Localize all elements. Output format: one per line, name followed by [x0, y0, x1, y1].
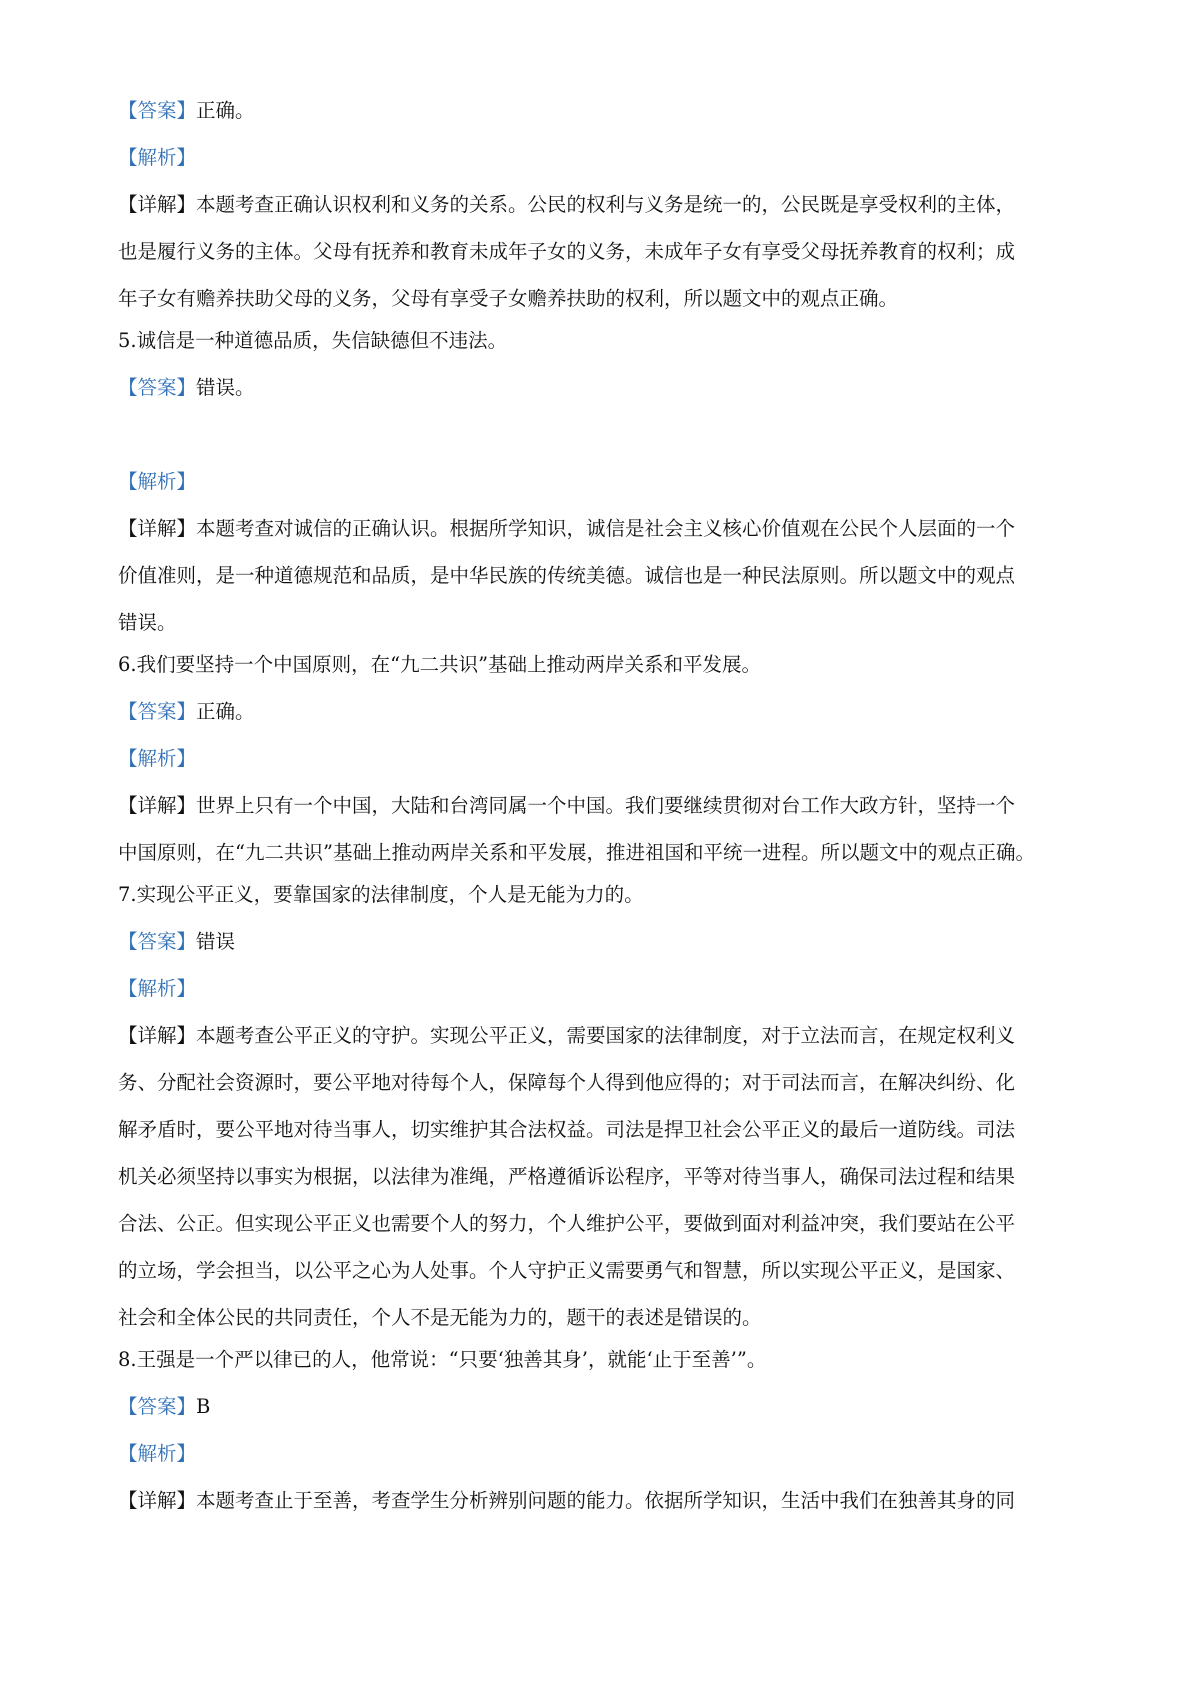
analysis-line — [118, 974, 1095, 1003]
analysis-line — [118, 744, 1095, 773]
detail-paragraph — [118, 505, 1095, 646]
detail-tag: 【详解】 — [118, 517, 197, 540]
detail-tag: 【详解】 — [118, 193, 197, 216]
detail-line: 中国原则，在“九二共识”基础上推动两岸关系和平发展，推进祖国和平统一进程。所以题文中的观点正确。 — [118, 841, 1035, 864]
question-8: 8.王强是一个严以律已的人，他常说：“只要‘独善其身’，就能‘止于至善’”。 — [118, 1348, 767, 1371]
question-7: 7.实现公平正义，要靠国家的法律制度，个人是无能为力的。 — [118, 883, 644, 906]
answer-line — [118, 96, 1095, 125]
detail-line: 解矛盾时，要公平地对待当事人，切实维护其合法权益。司法是捍卫社会公平正义的最后一道防线。司法 — [118, 1118, 1016, 1141]
analysis-tag: 【解析】 — [118, 1442, 197, 1465]
analysis-tag: 【解析】 — [118, 146, 197, 169]
answer-text: 错误。 — [196, 376, 255, 399]
detail-paragraph — [118, 181, 1095, 322]
detail-line: 机关必须坚持以事实为根据，以法律为准绳，严格遵循诉讼程序，平等对待当事人，确保司法过程和结果 — [118, 1165, 1016, 1188]
answer-text: B — [196, 1395, 211, 1418]
detail-line: 本题考查止于至善，考查学生分析辨别问题的能力。依据所学知识，生活中我们在独善其身的同 — [196, 1489, 1016, 1512]
question-6: 6.我们要坚持一个中国原则，在“九二共识”基础上推动两岸关系和平发展。 — [118, 653, 762, 676]
detail-paragraph — [118, 1012, 1095, 1341]
answer-text: 错误 — [196, 930, 236, 953]
answer-tag: 【答案】 — [118, 930, 197, 953]
answer-line — [118, 1392, 1095, 1421]
detail-line: 世界上只有一个中国，大陆和台湾同属一个中国。我们要继续贯彻对台工作大政方针，坚持一个 — [196, 794, 1016, 817]
answer-text: 正确。 — [196, 700, 255, 723]
detail-line: 务、分配社会资源时，要公平地对待每个人，保障每个人得到他应得的；对于司法而言，在解决纠纷、化 — [118, 1071, 1016, 1094]
analysis-line — [118, 467, 1095, 496]
answer-line — [118, 927, 1095, 956]
detail-line: 年子女有赡养扶助父母的义务，父母有享受子女赡养扶助的权利，所以题文中的观点正确。 — [118, 287, 899, 310]
question-5: 5.诚信是一种道德品质，失信缺德但不违法。 — [118, 329, 508, 352]
analysis-line — [118, 1439, 1095, 1468]
detail-line: 的立场，学会担当，以公平之心为人处事。个人守护正义需要勇气和智慧，所以实现公平正义，是国家、 — [118, 1259, 1016, 1282]
detail-paragraph — [118, 782, 1095, 876]
answer-tag: 【答案】 — [118, 376, 197, 399]
analysis-tag: 【解析】 — [118, 977, 197, 1000]
analysis-tag: 【解析】 — [118, 747, 197, 770]
detail-tag: 【详解】 — [118, 794, 197, 817]
answer-tag: 【答案】 — [118, 99, 197, 122]
analysis-line — [118, 143, 1095, 172]
detail-line: 合法、公正。但实现公平正义也需要个人的努力，个人维护公平，要做到面对利益冲突，我们要站在公平 — [118, 1212, 1016, 1235]
detail-line: 错误。 — [118, 611, 177, 634]
detail-paragraph — [118, 1477, 1095, 1524]
detail-line: 社会和全体公民的共同责任，个人不是无能为力的，题干的表述是错误的。 — [118, 1306, 762, 1329]
detail-line: 也是履行义务的主体。父母有抚养和教育未成年子女的义务，未成年子女有享受父母抚养教育的权利；成 — [118, 240, 1016, 263]
answer-line — [118, 373, 1095, 402]
analysis-tag: 【解析】 — [118, 470, 197, 493]
answer-line — [118, 697, 1095, 726]
detail-line: 本题考查正确认识权利和义务的关系。公民的权利与义务是统一的，公民既是享受权利的主体， — [196, 193, 1016, 216]
detail-tag: 【详解】 — [118, 1489, 197, 1512]
answer-text: 正确。 — [196, 99, 255, 122]
detail-tag: 【详解】 — [118, 1024, 197, 1047]
answer-tag: 【答案】 — [118, 700, 197, 723]
detail-line: 本题考查对诚信的正确认识。根据所学知识，诚信是社会主义核心价值观在公民个人层面的一个 — [196, 517, 1016, 540]
detail-line: 价值准则，是一种道德规范和品质，是中华民族的传统美德。诚信也是一种民法原则。所以题文中的观点 — [118, 564, 1016, 587]
detail-line: 本题考查公平正义的守护。实现公平正义，需要国家的法律制度，对于立法而言，在规定权利义 — [196, 1024, 1016, 1047]
answer-tag: 【答案】 — [118, 1395, 197, 1418]
